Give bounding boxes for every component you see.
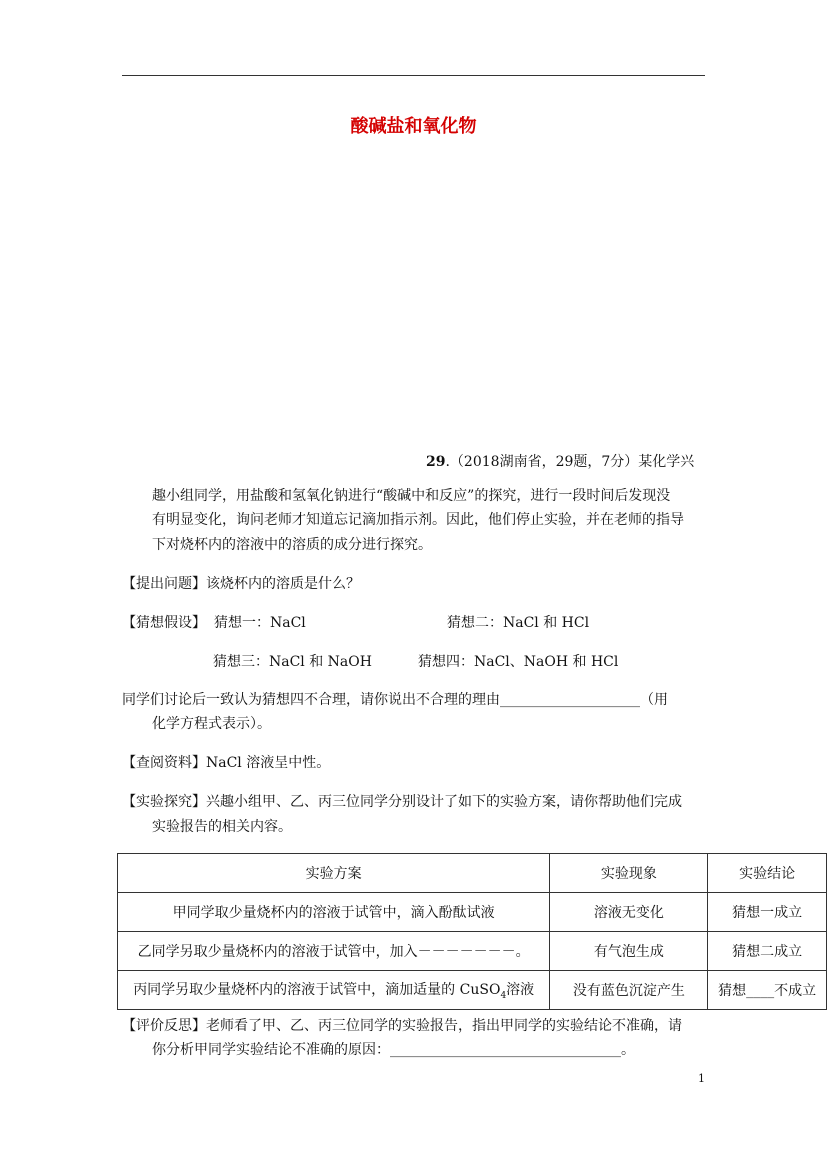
hypothesis-3: 猜想三：NaCl 和 NaOH: [213, 654, 372, 670]
hypothesis-label: 【猜想假设】: [122, 615, 206, 631]
row3-subscript: 4: [500, 990, 507, 1001]
question-number: 29: [426, 454, 446, 470]
row2-phenomenon: 有气泡生成: [550, 932, 708, 971]
question-header: [426, 452, 694, 472]
row2-plan: 乙同学另取少量烧杯内的溶液于试管中，加入－－－－－－－。: [118, 932, 550, 971]
hypothesis-4: 猜想四：NaCl、NaOH 和 HCl: [418, 654, 619, 670]
intro-line-2: 有明显变化，询问老师才知道忘记滴加指示剂。因此，他们停止实验，并在老师的指导: [152, 512, 684, 528]
header-plan: 实验方案: [118, 854, 550, 893]
row1-phenomenon: 溶液无变化: [550, 893, 708, 932]
discussion-line-2: 化学方程式表示）。: [152, 716, 271, 732]
header-conclusion: 实验结论: [708, 854, 827, 893]
row3-plan-tail: 溶液: [506, 982, 535, 999]
row3-plan: [118, 971, 550, 1010]
table-header-row: [118, 854, 827, 893]
row3-conclusion: 猜想____不成立: [708, 971, 827, 1010]
question-source: .（2018湖南省，29题，7分）某化学兴: [445, 454, 695, 470]
reference-info: 【查阅资料】NaCl 溶液呈中性。: [122, 755, 331, 771]
discussion-line-1: 同学们讨论后一致认为猜想四不合理，请你说出不合理的理由____________________（用: [122, 692, 668, 708]
header-phenomenon: 实验现象: [550, 854, 708, 893]
ask-question: 【提出问题】该烧杯内的溶质是什么？: [122, 576, 360, 592]
table-row: [118, 932, 827, 971]
table-row: [118, 893, 827, 932]
hypothesis-2: 猜想二：NaCl 和 HCl: [447, 615, 590, 631]
row3-phenomenon: 没有蓝色沉淀产生: [550, 971, 708, 1010]
explore-line-1: 【实验探究】兴趣小组甲、乙、丙三位同学分别设计了如下的实验方案，请你帮助他们完成: [122, 794, 682, 810]
hypothesis-1: 猜想一：NaCl: [214, 615, 306, 631]
row2-conclusion: 猜想二成立: [708, 932, 827, 971]
row1-plan: 甲同学取少量烧杯内的溶液于试管中，滴入酚酞试液: [118, 893, 550, 932]
explore-line-2: 实验报告的相关内容。: [152, 819, 292, 835]
row3-plan-text: 丙同学另取少量烧杯内的溶液于试管中，滴加适量的 CuSO: [133, 982, 501, 999]
header-rule: [122, 75, 705, 76]
row1-conclusion: 猜想一成立: [708, 893, 827, 932]
page-number: 1: [698, 1072, 705, 1085]
table-row: [118, 971, 827, 1010]
evaluation-line-2: 你分析甲同学实验结论不准确的原因：_________________________________。: [152, 1042, 635, 1058]
evaluation-line-1: 【评价反思】老师看了甲、乙、丙三位同学的实验报告，指出甲同学的实验结论不准确，请: [122, 1018, 682, 1034]
page-title: 酸碱盐和氧化物: [350, 116, 477, 137]
intro-line-1: 趣小组同学，用盐酸和氢氧化钠进行“酸碱中和反应”的探究，进行一段时间后发现没: [152, 488, 671, 504]
experiment-table: [117, 853, 827, 1010]
intro-line-3: 下对烧杯内的溶液中的溶质的成分进行探究。: [152, 537, 432, 553]
